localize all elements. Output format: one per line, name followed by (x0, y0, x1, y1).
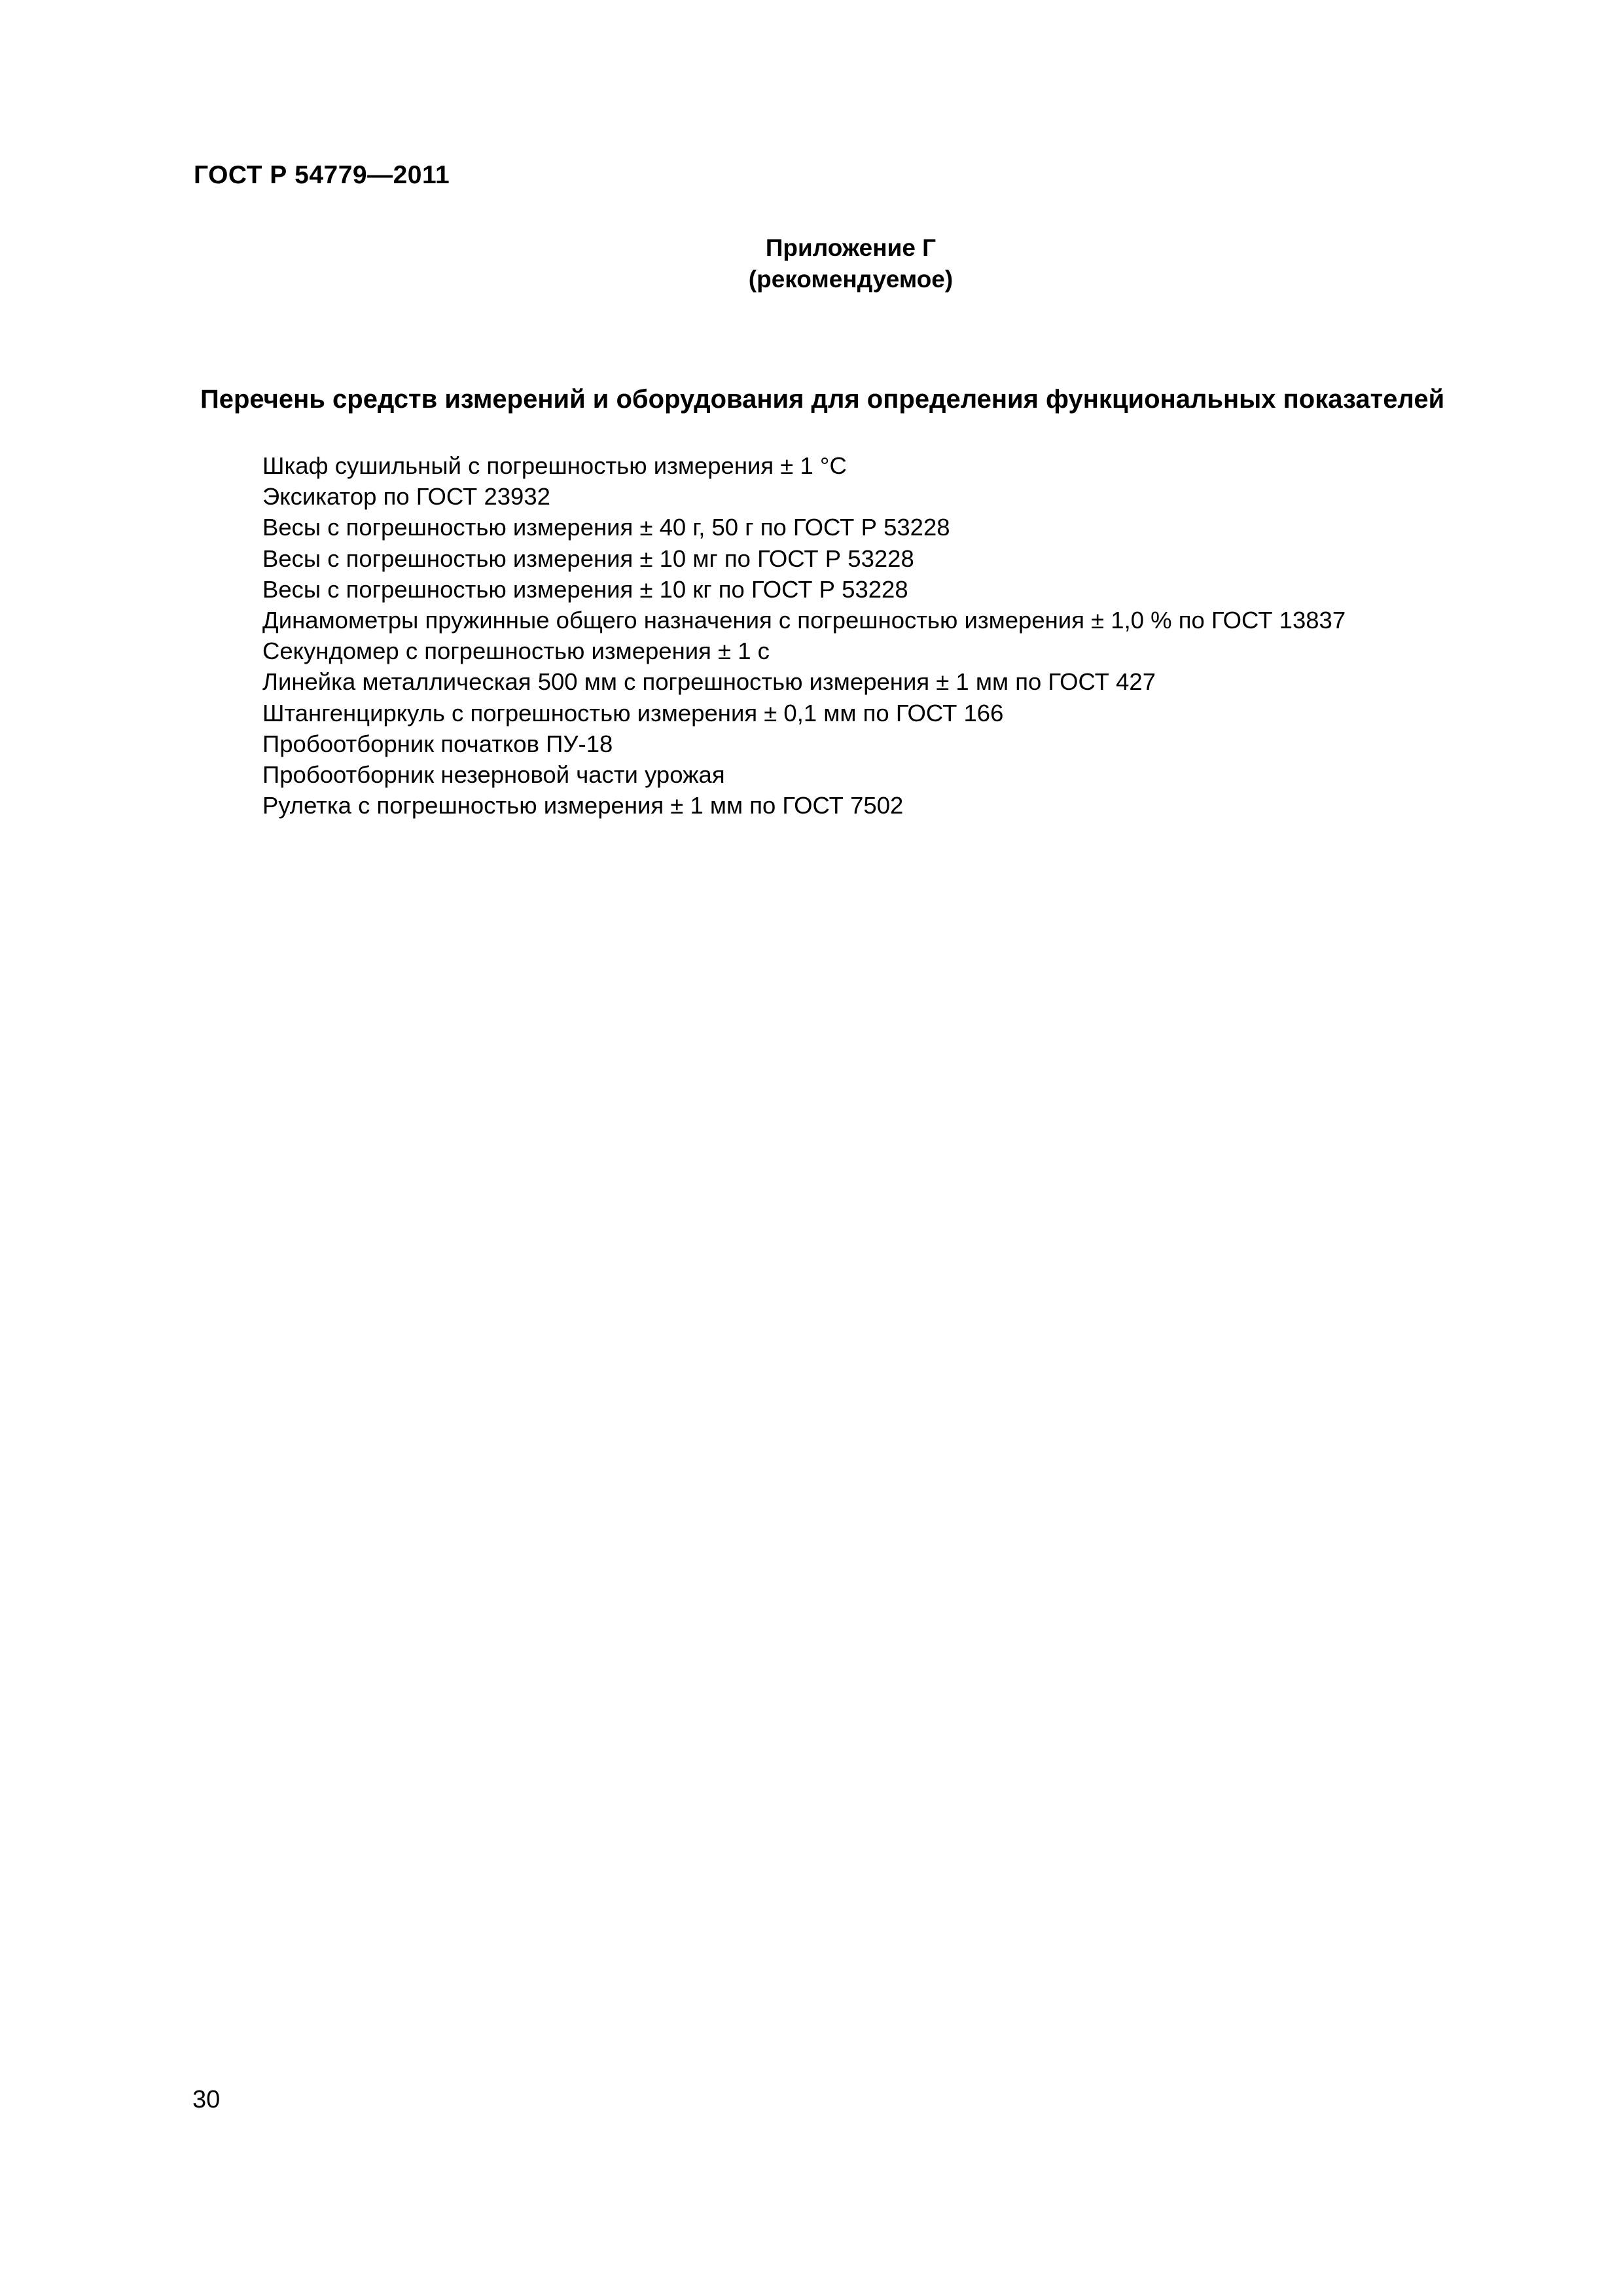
section-title: Перечень средств измерений и оборудования для определения функциональных показателей (200, 385, 1445, 414)
standard-code-header: ГОСТ Р 54779—2011 (194, 161, 450, 189)
list-item: Динамометры пружинные общего назначения с погрешностью измерения ± 1,0 % по ГОСТ 13837 (262, 607, 1346, 634)
appendix-title: Приложение Г (765, 234, 936, 261)
list-item: Эксикатор по ГОСТ 23932 (262, 483, 550, 511)
appendix-status: (рекомендуемое) (748, 266, 954, 293)
list-item: Рулетка с погрешностью измерения ± 1 мм по ГОСТ 7502 (262, 792, 904, 819)
list-item: Весы с погрешностью измерения ± 10 кг по ГОСТ Р 53228 (262, 575, 908, 603)
list-item: Весы с погрешностью измерения ± 40 г, 50 г по ГОСТ Р 53228 (262, 514, 950, 541)
list-item: Штангенциркуль с погрешностью измерения ± 0,1 мм по ГОСТ 166 (262, 699, 1004, 726)
list-item: Весы с погрешностью измерения ± 10 мг по ГОСТ Р 53228 (262, 545, 914, 572)
page-number: 30 (192, 2086, 221, 2113)
equipment-list (262, 450, 1346, 821)
list-item: Пробоотборник незерновой части урожая (262, 761, 725, 789)
list-item: Секундомер с погрешностью измерения ± 1 с (262, 637, 770, 665)
list-item: Пробоотборник початков ПУ-18 (262, 730, 613, 757)
list-item: Шкаф сушильный с погрешностью измерения ± 1 °С (262, 452, 847, 479)
list-item: Линейка металлическая 500 мм с погрешностью измерения ± 1 мм по ГОСТ 427 (262, 668, 1156, 696)
